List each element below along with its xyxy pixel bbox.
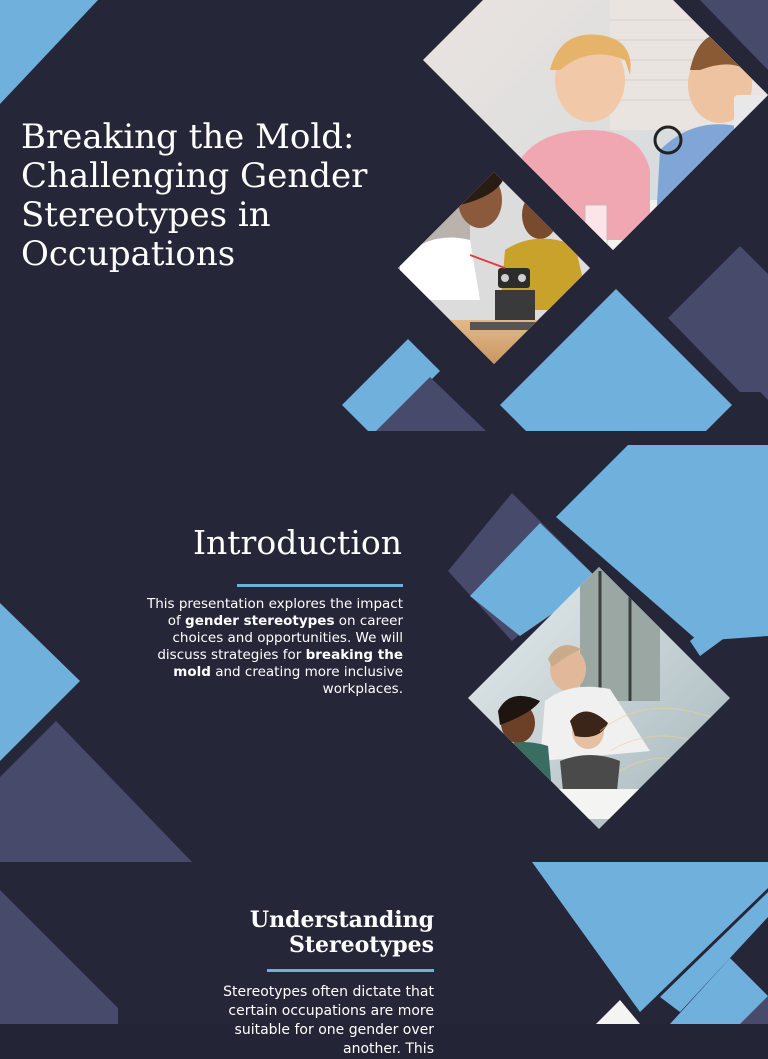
triangle-decoration (0, 890, 118, 1024)
diamond-decoration (596, 1000, 640, 1024)
slide-title (0, 0, 768, 431)
introduction-body: This presentation explores the impact of gender stereotypes on career choices and opportunities. We will discuss strategies for breaking the mold and creating more inclusive workplaces. (146, 596, 403, 697)
slide-understanding-stereotypes (0, 862, 768, 1057)
heading-underline (267, 969, 434, 972)
heading-underline (237, 584, 403, 587)
slide-introduction (0, 431, 768, 862)
introduction-heading: Introduction (193, 523, 402, 562)
presentation-title: Breaking the Mold: Challenging Gender Stereotypes in Occupations (21, 117, 368, 274)
triangle-decoration (0, 721, 192, 862)
understanding-stereotypes-heading: Understanding Stereotypes (249, 907, 434, 958)
understanding-stereotypes-body: Stereotypes often dictate that certain occupations are more suitable for one gender over another. This (223, 984, 434, 1057)
